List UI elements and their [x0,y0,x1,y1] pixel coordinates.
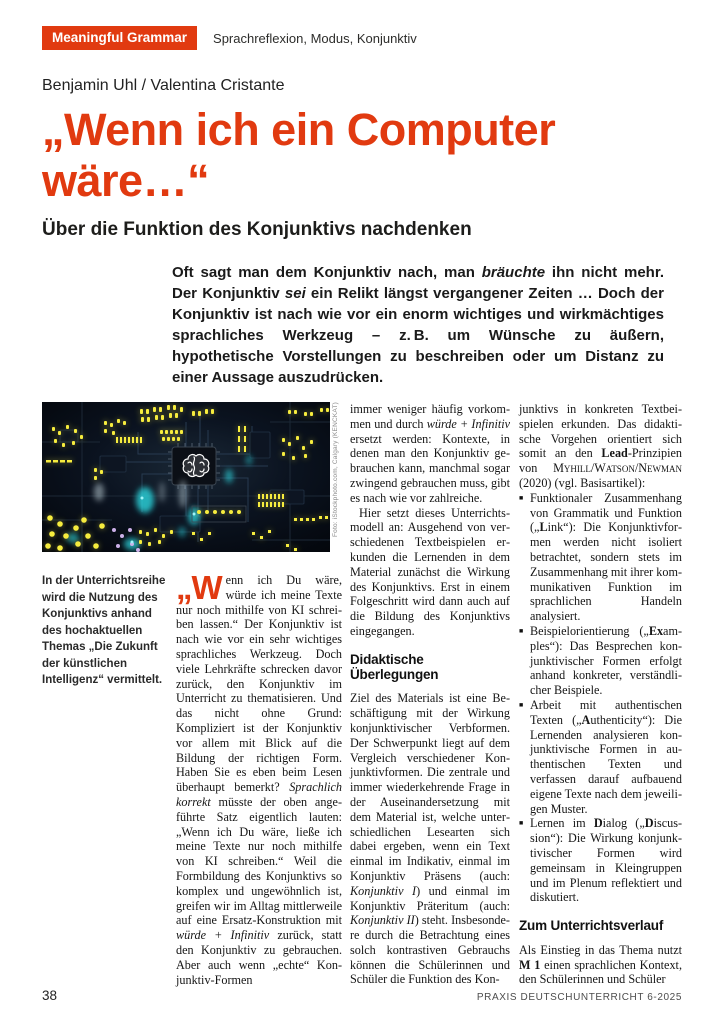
article-columns [42,402,682,987]
body-column-3 [519,402,682,987]
bullet-square-icon: ■ [519,700,524,709]
drop-cap: „W [176,569,222,606]
photo-credit-strip [330,402,342,552]
intro-paragraph: Oft sagt man dem Konjunktiv nach, man bräuchte ihn nicht mehr. Der Konjunktiv sei ein Relikt längst vergangener Zeiten … Doch der Konjunktiv ist nach wie vor ein enorm wichtiges und wirkmächtiges sprachliches Werkzeug – z. B. um Wünsche zu äußern, hypothetische Vorstellungen zu beschreiben oder um Distanz zu einer Aussage auszudrücken. [172,264,664,386]
caption-and-text-row [42,569,342,987]
lead-paragraph-text: enn ich Du wäre, würde ich meine Texte nur noch mithilfe von KI schreiben lassen.“ Der Konjunktiv ist nach wie vor ein sehr wichtiges sprachliches Werkzeug. Doch viele Lehrkräfte schrecken davor zurück, den Konjunktiv im Unterricht zu thematisieren. Und das nicht ohne Grund: Kompliziert ist der Konjunktiv vor allem mit Blick auf die Bildung der richtigen Form. Haben Sie es eben beim Lesen überhaupt bemerkt? Sprachlich korrekt müsste der oben angeführte Satz eigentlich lauten: „Wenn ich Du wäre, ließe ich meine Texte nur noch mithilfe von KI schreiben.“ Weil die Formbildung des Konjunktivs so komplex und ungewöhnlich ist, greifen wir im Alltag mittlerweile auf eine Ersatz-Konstruktion mit würde + Infinitiv zurück, statt den Konjunktiv zu gebrauchen. Aber auch wenn „echte“ Konjunktiv-Formen [176,573,342,987]
body-column-2 [350,402,510,987]
paragraph: immer weniger häufig vorkommen und durch würde + Infinitiv ersetzt werden: Kontexte, in denen man den Konjunktiv gebrauchen kann, manchmal sogar zwingend gebrauchen muss, gibt es nach wie vor zahlreiche. [350,402,511,505]
page-footer [42,988,682,1003]
author-line: Benjamin Uhl / Valentina Cristante [42,77,285,94]
page-number: 38 [42,988,58,1003]
body-column-1 [176,569,342,987]
list-item: ■ Lernen im Dialog („Discussion“): Die Wirkung konjunktivischer Formen wird gemeinsam in Kleingruppen und im Plenum reflektiert und diskutiert. [519,816,682,905]
paragraph: Ziel des Materials ist eine Beschäftigung mit der Wirkung konjunktivischer Verbformen. Der Schwerpunkt liegt auf dem Vergleich verschiedener Konjunktivformen. Die zentrale und immer wiederkehrende Frage in der Auseinandersetzung mit dem Material ist, welche unterschiedlichen Lesearten sich dabei ergeben, wenn ein Text einmal im Indikativ, einmal im Konjunktiv Präsens (auch: Konjunktiv I) und einmal im Konjunktiv Präteritum (auch: Konjunktiv II) steht. Insbesondere durch die Betrachtung eines solch kontrastiven Gebrauchs können die Schülerinnen und Schüler die Funktion des Kon- [350,691,510,987]
photo-credit: Foto: iStockphoto.com, Calgary (KENCKAT) [332,402,339,538]
journal-name: PRAXIS DEUTSCHUNTERRICHT 6-2025 [476,992,682,1003]
section-heading-verlauf: Zum Unterrichtsverlauf [519,918,664,934]
list-item: ■ Beispielorientierung („Examples“): Das Besprechen konjunktivischer Formen erfolgt anhand konkreter, verständlicher Beispiele. [519,623,682,698]
article-title: „Wenn ich ein Computer wäre…“ [42,104,556,206]
paragraph: Als Einstieg in das Thema nutzt M 1 einen sprachlichen Kontext, den Schülerinnen und Schüler [519,942,682,987]
lead-paragraph [176,569,342,987]
brain-chip-icon [168,443,220,489]
article-subtitle: Über die Funktion des Konjunktivs nachdenken [42,219,472,240]
bullet-square-icon: ■ [519,626,524,635]
list-item: ■ Funktionaler Zusammenhang von Grammatik und Funktion („Link“): Die Konjunktivformen werden nicht isoliert betrachtet, sondern stets im Zusammenhang mit ihrer kommunikativen Funktion im sprachlichen Handeln analysiert. [519,490,682,624]
kicker-row [42,26,682,50]
paragraph: Hier setzt dieses Unterrichtsmodell an: Ausgehend von verschiedenen Textbeispielen erkunden die Lernenden in dem Material zunächst die Wirkung des Konjunktivs. Erst in einem Folgeschritt wird dann auch auf die Bildung des Konjunktivs eingegangen. [350,505,510,638]
section-heading-didaktik: Didaktische Überlegungen [350,651,439,682]
bullet-square-icon: ■ [519,819,524,828]
left-column-group [42,402,342,987]
circuit-board-brain-photo [42,402,330,552]
paragraph: junktivs in konkreten Textbeispielen erkunden. Das didaktische Vorgehen orientiert sich somit an den Lead-Prinzipien von Myhill/Watson/Newman (2020) (vgl. Basisartikel): [519,402,682,490]
bullet-square-icon: ■ [519,493,524,502]
article-figure [42,402,342,552]
topic-tagline: Sprachreflexion, Modus, Konjunktiv [213,30,417,46]
series-badge: Meaningful Grammar [42,26,197,50]
list-item: ■ Arbeit mit authentischen Texten („Authenticity“): Die Lernenden analysieren konjunktivische Formen in authentischen Texten und verfassen darauf aufbauend eigene Texte nach dem jeweiligen Muster. [519,697,682,816]
photo-caption: In der Unterrichtsreihe wird die Nutzung des Konjunktivs anhand des hochaktuellen Themas „Die Zukunft der künstlichen Intelligenz“ vermittelt. [42,575,166,686]
lead-principles-list [519,491,682,905]
